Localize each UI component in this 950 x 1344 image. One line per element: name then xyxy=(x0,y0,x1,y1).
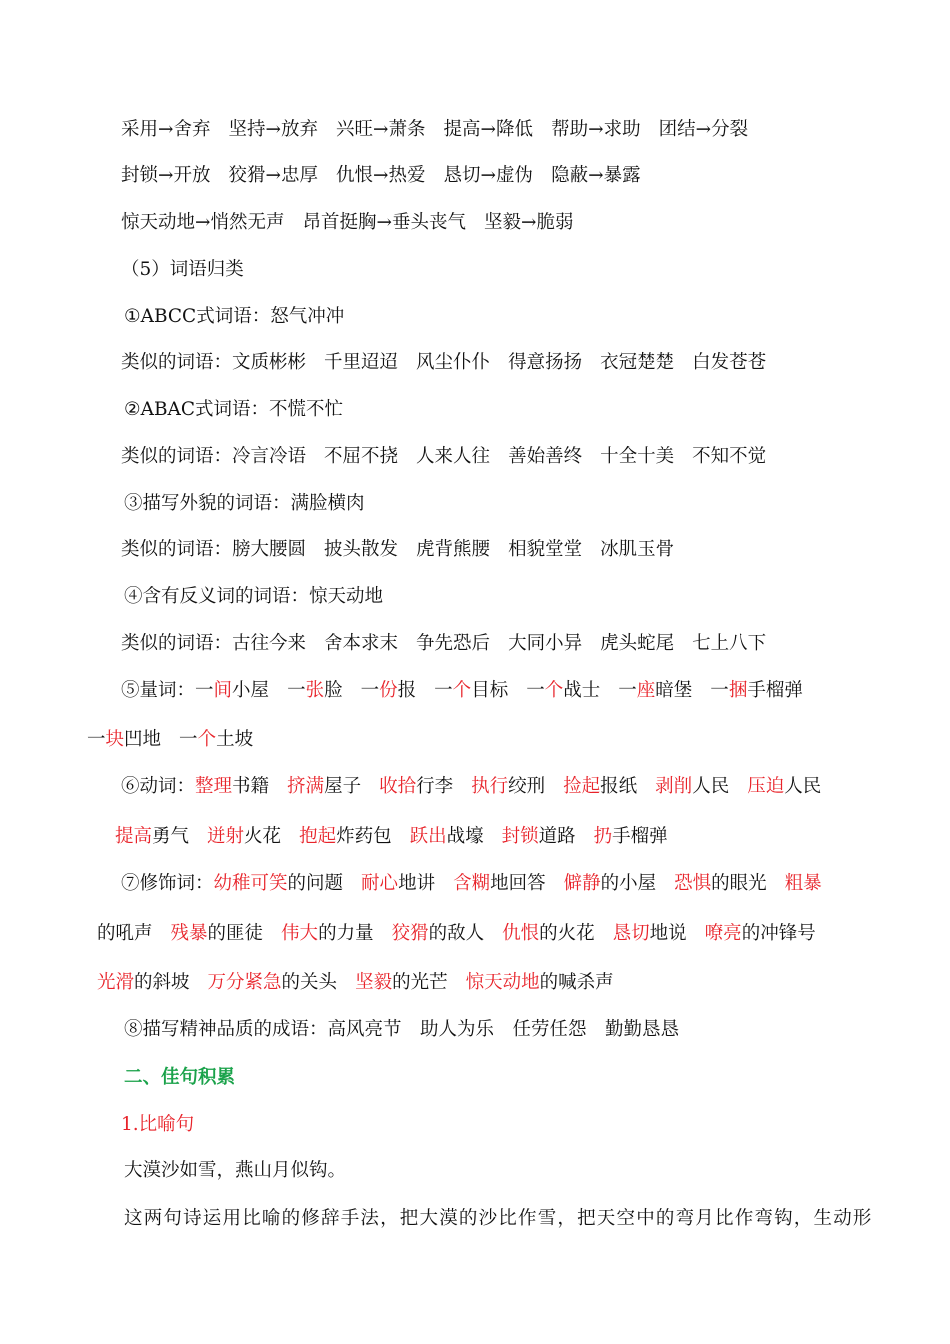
word: 一 xyxy=(195,680,214,701)
similar-label: 类似的词语： xyxy=(121,633,233,654)
word: 脸 xyxy=(324,680,343,701)
antonym-pair: 兴旺→萧条 xyxy=(336,119,426,140)
highlight-word: 张 xyxy=(305,680,325,701)
section-heading-5: （5）词语归类 xyxy=(121,259,244,280)
highlight-word: 份 xyxy=(379,680,398,701)
word: 文质彬彬 xyxy=(232,352,307,373)
word: 衣冠楚楚 xyxy=(600,352,675,373)
word: 虎头蛇尾 xyxy=(600,633,675,654)
highlight-word: 耐心 xyxy=(361,873,399,894)
verb-label: ⑥动词： xyxy=(121,776,196,797)
word: 书籍 xyxy=(232,776,270,797)
word: 土坡 xyxy=(216,729,254,750)
word: 暗堡 xyxy=(655,680,693,701)
word: 勇气 xyxy=(152,826,190,847)
word: 的吼声 xyxy=(97,923,153,944)
highlight-word: 剥削 xyxy=(655,776,693,797)
word: 炸药包 xyxy=(336,826,392,847)
abac-similar xyxy=(121,445,766,469)
antonym-pair: 采用→舍弃 xyxy=(121,119,211,140)
word: 小屋 xyxy=(232,680,270,701)
word: 一 xyxy=(526,680,545,701)
antonym-pair: 坚持→放弃 xyxy=(228,119,319,140)
antonym-line-3 xyxy=(121,211,574,235)
word: 相貌堂堂 xyxy=(508,539,583,560)
word: 火花 xyxy=(244,826,282,847)
appearance-similar xyxy=(121,538,674,562)
word: 舍本求末 xyxy=(324,633,399,654)
word: 一 xyxy=(87,729,106,750)
word: 的小屋 xyxy=(600,873,657,894)
word: 道路 xyxy=(538,826,576,847)
highlight-word: 万分紧急 xyxy=(207,972,282,993)
word: 的冲锋号 xyxy=(741,923,816,944)
highlight-word: 坚毅 xyxy=(355,972,393,993)
word: 地回答 xyxy=(490,873,546,894)
highlight-word: 粗暴 xyxy=(784,873,822,894)
abac-heading: ②ABAC式词语：不慌不忙 xyxy=(124,399,344,420)
word: 古往今来 xyxy=(232,633,307,654)
antonym-pair: 团结→分裂 xyxy=(658,119,749,140)
modifier-label: ⑦修饰词： xyxy=(121,873,214,894)
word: 一 xyxy=(360,680,380,701)
word: 冷言冷语 xyxy=(232,446,307,467)
highlight-word: 座 xyxy=(636,680,656,701)
word: 人民 xyxy=(784,776,822,797)
highlight-word: 幼稚可笑 xyxy=(213,873,288,894)
modifier-line-2 xyxy=(97,922,816,946)
highlight-word: 间 xyxy=(213,680,233,701)
word: 善始善终 xyxy=(508,446,583,467)
appearance-heading: ③描写外貌的词语：满脸横肉 xyxy=(124,493,365,514)
highlight-word: 恳切 xyxy=(612,923,650,944)
word: 人来人往 xyxy=(416,446,491,467)
highlight-word: 提高 xyxy=(115,826,153,847)
antonym-pair: 提高→降低 xyxy=(443,119,534,140)
similar-label: 类似的词语： xyxy=(121,446,233,467)
word: 手榴弹 xyxy=(612,826,668,847)
quantifier-line-1 xyxy=(121,679,803,703)
highlight-word: 狡猾 xyxy=(391,923,429,944)
highlight-word: 嘹亮 xyxy=(704,923,742,944)
word: 地说 xyxy=(649,923,687,944)
word: 战士 xyxy=(563,680,601,701)
highlight-word: 块 xyxy=(105,729,125,750)
word: 一 xyxy=(434,680,453,701)
highlight-word: 捡起 xyxy=(563,776,601,797)
highlight-word: 压迫 xyxy=(747,776,785,797)
word: 得意扬扬 xyxy=(508,352,583,373)
highlight-word: 收拾 xyxy=(379,776,417,797)
similar-label: 类似的词语： xyxy=(121,539,233,560)
word: 报 xyxy=(397,680,417,701)
highlight-word: 抱起 xyxy=(299,826,337,847)
antonym-idiom-similar xyxy=(121,632,766,656)
highlight-word: 恐惧 xyxy=(674,873,712,894)
word: 不屈不挠 xyxy=(324,446,399,467)
antonym-pair: 坚毅→脆弱 xyxy=(484,212,574,233)
word: 的问题 xyxy=(287,873,344,894)
highlight-word: 执行 xyxy=(471,776,509,797)
antonym-pair: 隐蔽→暴露 xyxy=(551,165,641,186)
word: 地讲 xyxy=(398,873,436,894)
quantifier-label: ⑤量词： xyxy=(121,680,196,701)
word: 虎背熊腰 xyxy=(416,539,491,560)
antonym-idiom-heading: ④含有反义词的词语：惊天动地 xyxy=(124,586,384,607)
modifier-line-3 xyxy=(97,971,614,995)
word: 的眼光 xyxy=(711,873,767,894)
word: 的关头 xyxy=(281,972,338,993)
example-sentence: 大漠沙如雪，燕山月似钩。 xyxy=(124,1160,347,1181)
word: 的力量 xyxy=(318,923,374,944)
word: 绞刑 xyxy=(508,776,546,797)
antonym-pair: 封锁→开放 xyxy=(121,165,211,186)
antonym-pair: 恳切→虚伪 xyxy=(443,165,534,186)
word: 目标 xyxy=(471,680,509,701)
similar-label: 类似的词语： xyxy=(121,352,233,373)
abcc-heading: ①ABCC式词语：怒气冲冲 xyxy=(124,306,345,327)
highlight-word: 封锁 xyxy=(501,826,539,847)
modifier-line-1 xyxy=(121,872,822,896)
verb-line-2 xyxy=(115,825,668,849)
word: 人民 xyxy=(692,776,730,797)
spirit-idioms-line: ⑧描写精神品质的成语：高风亮节 助人为乐 任劳任怨 勤勤恳恳 xyxy=(124,1019,680,1040)
word: 膀大腰圆 xyxy=(232,539,307,560)
word: 争先恐后 xyxy=(416,633,491,654)
word: 一 xyxy=(710,680,729,701)
highlight-word: 光滑 xyxy=(97,972,135,993)
word: 一 xyxy=(287,680,306,701)
word: 白发苍苍 xyxy=(692,352,767,373)
antonym-pair: 仇恨→热爱 xyxy=(336,165,426,186)
word: 十全十美 xyxy=(600,446,675,467)
word: 屋子 xyxy=(324,776,362,797)
section-heading-2: 二、佳句积累 xyxy=(124,1067,236,1088)
highlight-word: 伟大 xyxy=(281,923,319,944)
word: 一 xyxy=(179,729,198,750)
quantifier-line-2 xyxy=(87,728,253,752)
word: 手榴弹 xyxy=(747,680,803,701)
highlight-word: 僻静 xyxy=(563,873,601,894)
antonym-line-1 xyxy=(121,118,748,142)
highlight-word: 挤满 xyxy=(287,776,325,797)
word: 凹地 xyxy=(124,729,162,750)
highlight-word: 个 xyxy=(197,729,217,750)
highlight-word: 跃出 xyxy=(409,826,447,847)
word: 战壕 xyxy=(446,826,484,847)
word: 披头散发 xyxy=(324,539,399,560)
word: 冰肌玉骨 xyxy=(600,539,675,560)
highlight-word: 整理 xyxy=(195,776,233,797)
highlight-word: 捆 xyxy=(728,680,748,701)
word: 大同小异 xyxy=(508,633,583,654)
highlight-word: 残暴 xyxy=(170,923,208,944)
highlight-word: 迸射 xyxy=(207,826,245,847)
highlight-word: 个 xyxy=(544,680,564,701)
explanation-text: 这两句诗运用比喻的修辞手法，把大漠的沙比作雪，把天空中的弯月比作弯钩，生动形 xyxy=(124,1208,873,1229)
word: 行李 xyxy=(416,776,454,797)
word: 的火花 xyxy=(539,923,595,944)
verb-line-1 xyxy=(121,775,821,799)
word: 的斜坡 xyxy=(134,972,190,993)
word: 的敌人 xyxy=(428,923,485,944)
abcc-similar xyxy=(121,351,766,375)
word: 的匪徒 xyxy=(207,923,264,944)
word: 七上八下 xyxy=(692,633,767,654)
antonym-pair: 昂首挺胸→垂头丧气 xyxy=(302,212,467,233)
antonym-pair: 狡猾→忠厚 xyxy=(228,165,319,186)
antonym-pair: 帮助→求助 xyxy=(551,119,641,140)
antonym-line-2 xyxy=(121,164,641,188)
word: 的喊杀声 xyxy=(539,972,614,993)
antonym-pair: 惊天动地→悄然无声 xyxy=(121,212,285,233)
highlight-word: 个 xyxy=(452,680,472,701)
word: 的光芒 xyxy=(392,972,448,993)
subsection-heading-metaphor: 1.比喻句 xyxy=(121,1114,195,1135)
highlight-word: 仇恨 xyxy=(502,923,540,944)
word: 千里迢迢 xyxy=(324,352,399,373)
highlight-word: 惊天动地 xyxy=(465,972,540,993)
highlight-word: 扔 xyxy=(593,826,613,847)
word: 风尘仆仆 xyxy=(416,352,491,373)
word: 报纸 xyxy=(600,776,638,797)
word: 一 xyxy=(618,680,637,701)
highlight-word: 含糊 xyxy=(453,873,491,894)
word: 不知不觉 xyxy=(692,446,767,467)
